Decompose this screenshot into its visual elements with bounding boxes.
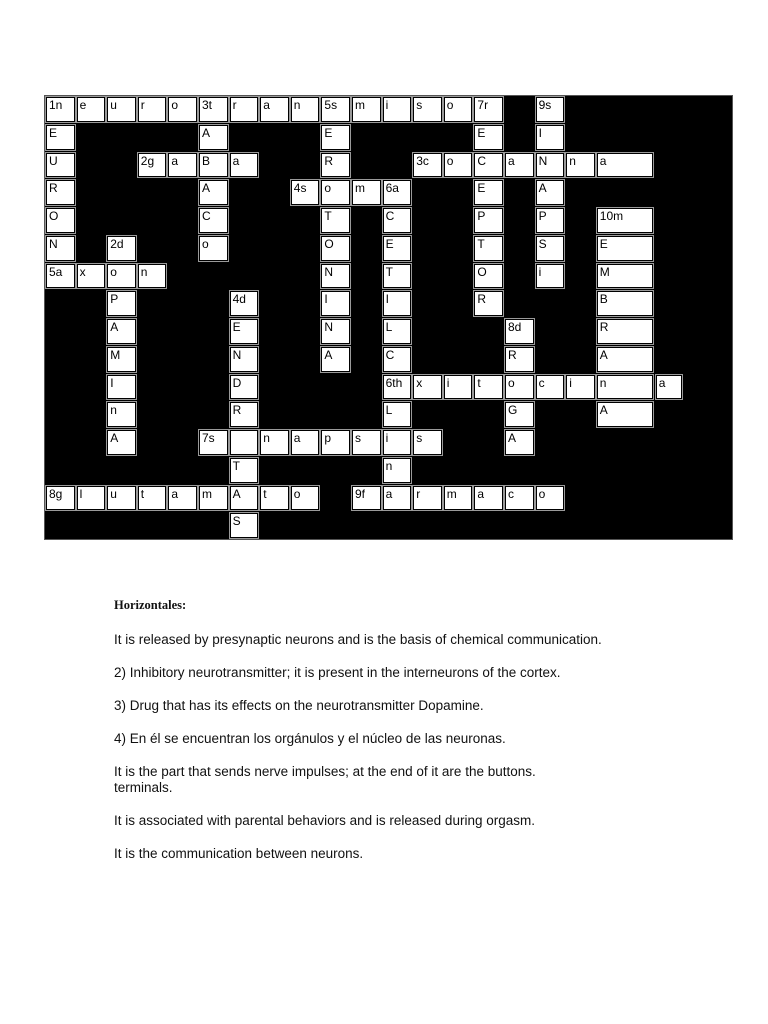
crossword-cell[interactable]: o — [107, 264, 136, 289]
crossword-cell[interactable]: A — [536, 180, 565, 205]
crossword-cell[interactable]: 3t — [199, 97, 228, 122]
crossword-cell[interactable]: s — [352, 430, 381, 455]
crossword-cell[interactable]: m — [352, 97, 381, 122]
crossword-cell[interactable]: a — [505, 153, 534, 178]
crossword-cell[interactable]: a — [597, 153, 653, 178]
crossword-cell[interactable]: N — [46, 236, 75, 261]
crossword-cell[interactable]: M — [107, 347, 136, 372]
crossword-cell[interactable]: o — [321, 180, 350, 205]
crossword-cell[interactable]: L — [383, 319, 412, 344]
crossword-cell[interactable]: B — [597, 291, 653, 316]
crossword-cell[interactable]: u — [107, 97, 136, 122]
crossword-grid — [44, 95, 733, 540]
crossword-cell[interactable]: E — [321, 125, 350, 150]
crossword-cell[interactable]: A — [505, 430, 534, 455]
crossword-cell[interactable]: R — [597, 319, 653, 344]
crossword-cell[interactable]: I — [321, 291, 350, 316]
crossword-cell[interactable]: A — [107, 430, 136, 455]
crossword-cell[interactable]: 5a — [46, 264, 75, 289]
crossword-cell[interactable]: i — [383, 97, 412, 122]
crossword-cell[interactable]: D — [230, 375, 259, 400]
crossword-cell[interactable]: 4s — [291, 180, 320, 205]
crossword-cell[interactable]: B — [199, 153, 228, 178]
crossword-cell[interactable]: E — [383, 236, 412, 261]
crossword-cell[interactable]: C — [383, 208, 412, 233]
crossword-cell[interactable]: 7s — [199, 430, 228, 455]
crossword-cell[interactable]: O — [46, 208, 75, 233]
crossword-cell[interactable]: o — [505, 375, 534, 400]
crossword-cell[interactable]: A — [230, 486, 259, 511]
crossword-cell[interactable]: i — [444, 375, 473, 400]
crossword-cell[interactable]: U — [46, 153, 75, 178]
crossword-cell[interactable]: 8d — [505, 319, 534, 344]
crossword-cell[interactable]: 3c — [413, 153, 442, 178]
crossword-cell[interactable]: o — [199, 236, 228, 261]
crossword-cell[interactable]: G — [505, 402, 534, 427]
crossword-cell[interactable]: o — [444, 97, 473, 122]
crossword-cell[interactable]: 6th — [383, 375, 412, 400]
crossword-cell[interactable]: a — [656, 375, 682, 400]
crossword-cell[interactable]: 2g — [138, 153, 167, 178]
crossword-cell[interactable]: A — [107, 319, 136, 344]
crossword-cell[interactable]: a — [474, 486, 503, 511]
crossword-cell[interactable]: T — [321, 208, 350, 233]
crossword-cell[interactable]: 8g — [46, 486, 75, 511]
crossword-cell[interactable]: e — [77, 97, 106, 122]
crossword-cell[interactable]: c — [536, 375, 565, 400]
crossword-cell[interactable]: 5s — [321, 97, 350, 122]
crossword-cell[interactable]: A — [321, 347, 350, 372]
crossword-cell[interactable]: n — [566, 153, 595, 178]
crossword-cell[interactable]: p — [321, 430, 350, 455]
clue-item: It is the part that sends nerve impulses; at the end of it are the buttons. terminals. — [114, 764, 536, 795]
crossword-cell[interactable]: I — [536, 125, 565, 150]
crossword-cell[interactable]: x — [413, 375, 442, 400]
clue-item: It is associated with parental behaviors and is released during orgasm. — [114, 813, 535, 828]
crossword-cell[interactable]: R — [230, 402, 259, 427]
crossword-cell[interactable]: P — [107, 291, 136, 316]
crossword-cell[interactable]: 4d — [230, 291, 259, 316]
crossword-cell[interactable]: l — [77, 486, 106, 511]
crossword-cell[interactable]: 2d — [107, 236, 136, 261]
crossword-cell[interactable]: S — [536, 236, 565, 261]
crossword-cell[interactable]: E — [230, 319, 259, 344]
crossword-cell[interactable]: A — [597, 402, 653, 427]
clue-item: 2) Inhibitory neurotransmitter; it is present in the interneurons of the cortex. — [114, 665, 561, 680]
crossword-cell[interactable]: a — [168, 486, 197, 511]
crossword-cell[interactable]: m — [352, 180, 381, 205]
crossword-cell[interactable]: T — [383, 264, 412, 289]
crossword-cell[interactable]: T — [474, 236, 503, 261]
crossword-cell[interactable]: t — [474, 375, 503, 400]
crossword-cell[interactable]: R — [505, 347, 534, 372]
crossword-cell[interactable]: 9s — [536, 97, 565, 122]
crossword-cell[interactable]: a — [383, 486, 412, 511]
crossword-cell[interactable]: E — [474, 180, 503, 205]
crossword-cell[interactable]: o — [444, 153, 473, 178]
crossword-cell[interactable]: m — [444, 486, 473, 511]
crossword-cell[interactable]: O — [321, 236, 350, 261]
crossword-cell[interactable]: E — [474, 125, 503, 150]
crossword-cell[interactable]: x — [77, 264, 106, 289]
crossword-cell[interactable]: a — [230, 153, 259, 178]
crossword-cell[interactable]: C — [383, 347, 412, 372]
crossword-cell[interactable]: r — [230, 97, 259, 122]
crossword-cell[interactable]: R — [474, 291, 503, 316]
crossword-cell[interactable]: a — [168, 153, 197, 178]
crossword-cell[interactable]: E — [597, 236, 653, 261]
crossword-cell[interactable]: u — [107, 486, 136, 511]
crossword-cell[interactable]: I — [107, 375, 136, 400]
clues-heading: Horizontales: — [114, 598, 187, 612]
crossword-cell[interactable]: P — [474, 208, 503, 233]
crossword-cell[interactable]: E — [46, 125, 75, 150]
crossword-cell[interactable]: i — [383, 430, 412, 455]
crossword-cell[interactable]: o — [536, 486, 565, 511]
crossword-cell[interactable]: i — [566, 375, 595, 400]
crossword-cell[interactable]: 7r — [474, 97, 503, 122]
crossword-cell[interactable]: N — [230, 347, 259, 372]
crossword-cell[interactable]: A — [597, 347, 653, 372]
crossword-cell[interactable]: M — [597, 264, 653, 289]
crossword-cell[interactable]: N — [321, 264, 350, 289]
crossword-cell[interactable]: s — [413, 97, 442, 122]
crossword-cell[interactable]: A — [199, 180, 228, 205]
crossword-cell[interactable]: C — [474, 153, 503, 178]
crossword-cell[interactable]: 6a — [383, 180, 412, 205]
crossword-cell[interactable]: n — [107, 402, 136, 427]
crossword-cell[interactable]: t — [138, 486, 167, 511]
crossword-cell[interactable]: S — [230, 513, 259, 538]
crossword-cell[interactable]: O — [474, 264, 503, 289]
clues-section — [114, 598, 714, 879]
crossword-cell[interactable]: L — [383, 402, 412, 427]
crossword-cell[interactable]: I — [383, 291, 412, 316]
crossword-cell[interactable]: N — [536, 153, 565, 178]
crossword-cell[interactable]: 1n — [46, 97, 75, 122]
crossword-cell[interactable]: n — [383, 458, 412, 483]
crossword-cell[interactable]: P — [536, 208, 565, 233]
clue-item: 4) En él se encuentran los orgánulos y el núcleo de las neuronas. — [114, 731, 506, 746]
crossword-cell[interactable]: C — [199, 208, 228, 233]
crossword-cell[interactable]: r — [138, 97, 167, 122]
crossword-cell[interactable]: N — [321, 319, 350, 344]
clue-item: 3) Drug that has its effects on the neurotransmitter Dopamine. — [114, 698, 484, 713]
crossword-cell[interactable]: 10m — [597, 208, 653, 233]
clue-item: It is the communication between neurons. — [114, 846, 364, 861]
crossword-cell[interactable]: T — [230, 458, 259, 483]
crossword-cell[interactable]: r — [413, 486, 442, 511]
crossword-cell[interactable] — [230, 430, 259, 455]
crossword-cell[interactable]: R — [46, 180, 75, 205]
crossword-cell[interactable]: t — [260, 486, 289, 511]
crossword-cell[interactable]: n — [260, 430, 289, 455]
crossword-cell[interactable]: n — [291, 97, 320, 122]
crossword-cell[interactable]: n — [138, 264, 167, 289]
crossword-cell[interactable]: R — [321, 153, 350, 178]
crossword-cell[interactable]: o — [291, 486, 320, 511]
crossword-cell[interactable]: s — [413, 430, 442, 455]
crossword-cell[interactable]: a — [291, 430, 320, 455]
crossword-cell[interactable]: m — [199, 486, 228, 511]
crossword-cell[interactable]: n — [597, 375, 653, 400]
crossword-cell[interactable]: 9f — [352, 486, 381, 511]
crossword-cell[interactable]: i — [536, 264, 565, 289]
crossword-cell[interactable]: c — [505, 486, 534, 511]
crossword-cell[interactable]: a — [260, 97, 289, 122]
clue-item: It is released by presynaptic neurons and is the basis of chemical communication. — [114, 632, 602, 647]
crossword-cell[interactable]: A — [199, 125, 228, 150]
crossword-cell[interactable]: o — [168, 97, 197, 122]
